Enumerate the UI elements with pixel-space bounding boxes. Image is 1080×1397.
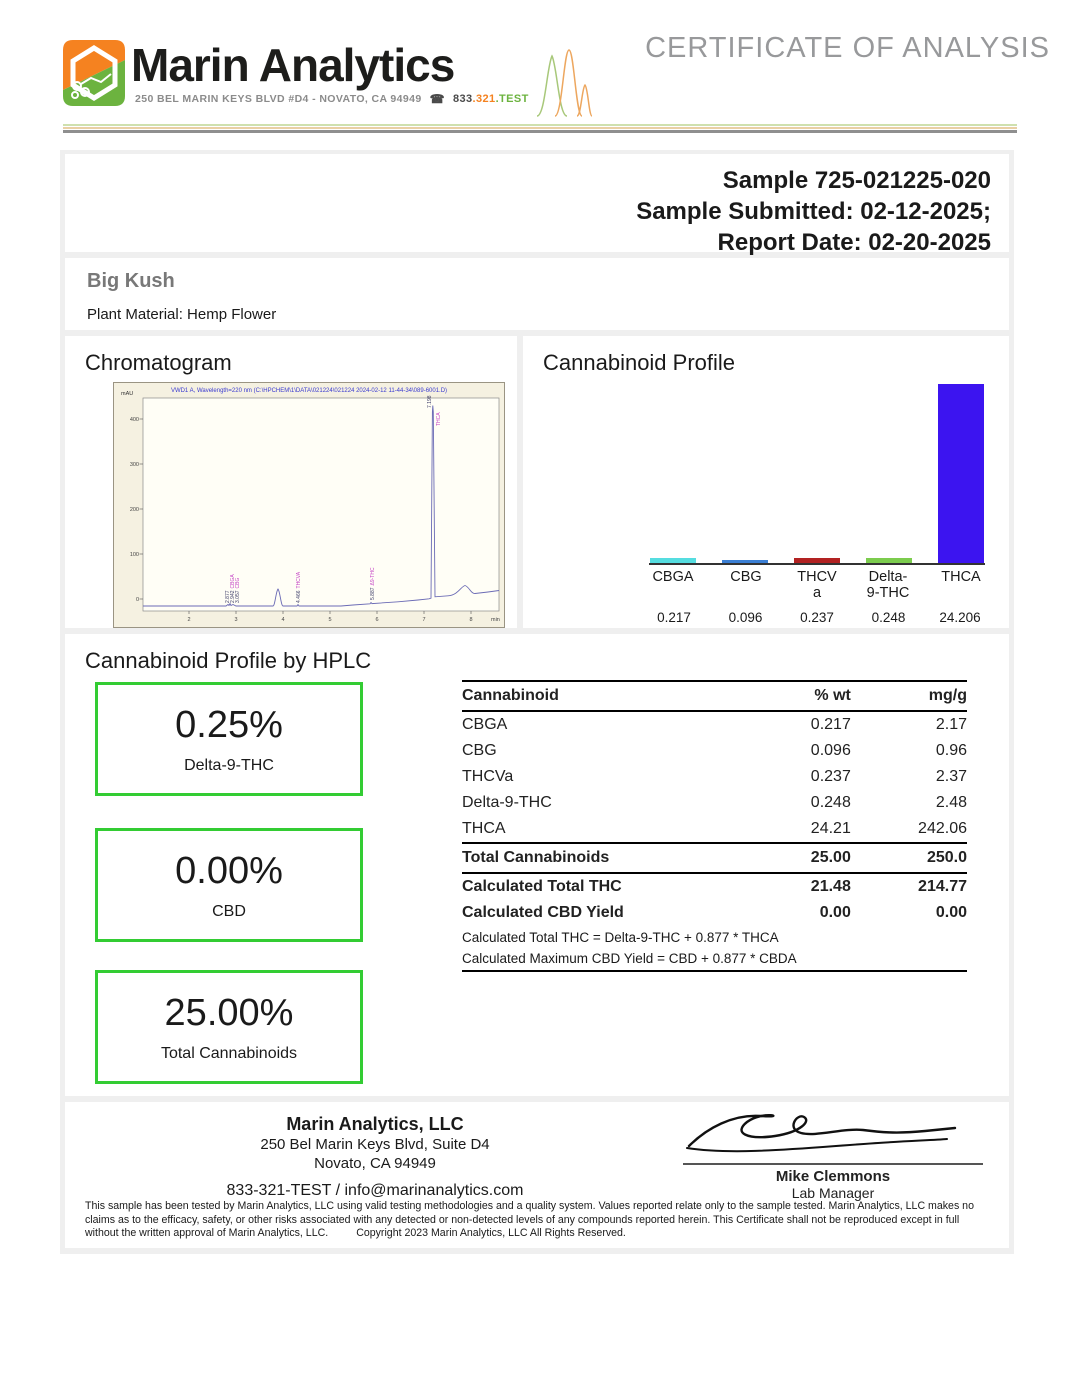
table-row: THCVa 0.237 2.37 — [462, 768, 967, 785]
table-row: Delta-9-THC 0.248 2.48 — [462, 794, 967, 811]
phone-icon: ☎ — [429, 92, 445, 106]
signature-line — [683, 1163, 983, 1165]
bar-value: 0.237 — [800, 610, 834, 625]
cannabinoid-table — [462, 680, 967, 972]
signer-name: Mike Clemmons — [775, 1168, 891, 1185]
y-axis-label: mAU — [121, 391, 134, 397]
svg-text:4.466THCVA: 4.466THCVA — [296, 571, 302, 603]
brand-name: Marin Analytics — [131, 39, 455, 91]
footer-card — [65, 1102, 1009, 1248]
chromatogram-heading: Chromatogram — [85, 350, 232, 375]
product-card — [65, 258, 1009, 330]
total-cannabinoids-summary-box — [95, 970, 363, 1084]
svg-text:2: 2 — [187, 617, 191, 623]
total-cannabinoids-row: Total Cannabinoids 25.00 250.0 — [462, 842, 967, 874]
sample-info-card — [65, 154, 1009, 256]
table-header-row: Cannabinoid % wt mg/g — [462, 680, 967, 712]
table-row: THCA 24.21 242.06 — [462, 820, 967, 837]
bar-cbga — [650, 558, 696, 563]
svg-text:0: 0 — [135, 597, 139, 603]
disclaimer: This sample has been tested by Marin Analytics, LLC using valid testing methodologies and a quality system. Values reported relate only to the sample tested. Marin Analytics, LLC makes no claims as to the efficacy, safety, or other risks associated with any detected or non-detected levels of any compounds reported herein. This Certificate shall not be reproduced except in full without the written approval of Marin Analytics, LLC. Copyright 2023 Marin Analytics, LLC All Rights Reserved. — [85, 1200, 974, 1240]
bar-label: CBG — [730, 569, 762, 585]
bar-delta9thc — [866, 558, 912, 563]
signer-role: Lab Manager — [791, 1185, 875, 1201]
sample-id: Sample 725-021225-020 — [722, 167, 991, 194]
product-name: Big Kush — [87, 270, 175, 292]
svg-text:7.198: 7.198 — [427, 395, 433, 408]
signature-scribble — [683, 1106, 983, 1158]
report-date: Report Date: 02-20-2025 — [717, 229, 991, 256]
svg-text:7: 7 — [422, 617, 426, 623]
bar-value: 0.217 — [657, 610, 691, 625]
bar-cbg — [722, 560, 768, 563]
summary-value: 0.25% — [175, 703, 283, 746]
svg-text:5.887Δ9-THC: 5.887Δ9-THC — [370, 567, 376, 600]
chromatogram-chart — [113, 382, 505, 628]
marin-analytics-logo-icon — [63, 40, 125, 106]
chromatogram-card — [65, 336, 517, 628]
copyright: Copyright 2023 Marin Analytics, LLC All Rights Reserved. — [356, 1227, 626, 1240]
bar-label: THCVa — [797, 569, 837, 601]
table-row: CBGA 0.217 2.17 — [462, 716, 967, 733]
svg-text:THCA: THCA — [436, 412, 442, 426]
thc-formula-note: Calculated Total THC = Delta-9-THC + 0.877 * THCA — [462, 930, 779, 945]
bar-label: THCA — [941, 569, 981, 585]
bar-value: 0.096 — [728, 610, 763, 625]
delta9thc-summary-box — [95, 682, 363, 796]
hplc-heading: Cannabinoid Profile by HPLC — [85, 648, 372, 673]
signature-block — [673, 1106, 993, 1201]
cannabinoid-bar-chart — [649, 384, 985, 625]
summary-label: CBD — [212, 902, 246, 920]
svg-text:5: 5 — [328, 617, 332, 623]
plant-material: Plant Material: Hemp Flower — [87, 306, 277, 323]
header-separator — [63, 124, 1017, 133]
lab-address-line1: 250 Bel Marin Keys Blvd, Suite D4 — [260, 1136, 490, 1153]
bar-thca — [938, 384, 984, 563]
svg-text:200: 200 — [129, 507, 139, 513]
brand-address: 250 BEL MARIN KEYS BLVD #D4 - NOVATO, CA 94949 — [135, 93, 422, 105]
chromatogram-title: VWD1 A, Wavelength=220 nm (C:\HPCHEM\1\DATA\021224\021224 2024-02-12 11-44-34\089-6001.D) — [170, 388, 448, 394]
x-axis-label: min — [491, 617, 500, 623]
svg-text:100: 100 — [129, 552, 139, 558]
svg-text:4: 4 — [281, 617, 285, 623]
bar-value: 0.248 — [871, 610, 906, 625]
cannabinoid-profile-card — [523, 336, 1009, 628]
calculated-cbd-yield-row: Calculated CBD Yield 0.00 0.00 — [462, 904, 967, 921]
svg-text:400: 400 — [129, 417, 139, 423]
cbd-formula-note: Calculated Maximum CBD Yield = CBD + 0.877 * CBDA — [462, 951, 797, 966]
content-band — [60, 150, 1014, 1254]
bar-thcva — [794, 558, 840, 563]
lab-name: Marin Analytics, LLC — [286, 1114, 464, 1134]
bar-value: 24.206 — [939, 610, 981, 625]
svg-text:2.877: 2.877 — [225, 590, 231, 603]
summary-label: Total Cannabinoids — [160, 1044, 298, 1062]
chromatogram-peaks-decoration — [535, 40, 593, 118]
bar-label: CBGA — [652, 569, 694, 585]
certificate-title: CERTIFICATE OF ANALYSIS — [645, 32, 1050, 64]
svg-text:3.057CBG: 3.057CBG — [235, 577, 241, 603]
lab-info — [175, 1114, 575, 1200]
lab-contact: 833-321-TEST / info@marinanalytics.com — [226, 1182, 524, 1199]
sample-submitted-date: Sample Submitted: 02-12-2025; — [636, 198, 991, 225]
hplc-card — [65, 634, 1009, 1096]
lab-address-line2: Novato, CA 94949 — [314, 1155, 436, 1172]
svg-text:8: 8 — [469, 617, 473, 623]
svg-text:3: 3 — [234, 617, 238, 623]
summary-value: 0.00% — [175, 849, 283, 892]
table-row: CBG 0.096 0.96 — [462, 742, 967, 759]
cbd-summary-box — [95, 828, 363, 942]
bar-label: Delta-9-THC — [866, 569, 910, 601]
cannabinoid-profile-heading: Cannabinoid Profile — [543, 350, 736, 375]
calculated-total-thc-row: Calculated Total THC 21.48 214.77 — [462, 878, 967, 895]
svg-text:6: 6 — [375, 617, 379, 623]
summary-value: 25.00% — [164, 991, 294, 1034]
svg-text:2.942CBGA: 2.942CBGA — [230, 574, 236, 603]
svg-text:300: 300 — [129, 462, 139, 468]
brand-phone: 833.321.TEST — [452, 93, 529, 105]
summary-label: Delta-9-THC — [184, 756, 274, 774]
